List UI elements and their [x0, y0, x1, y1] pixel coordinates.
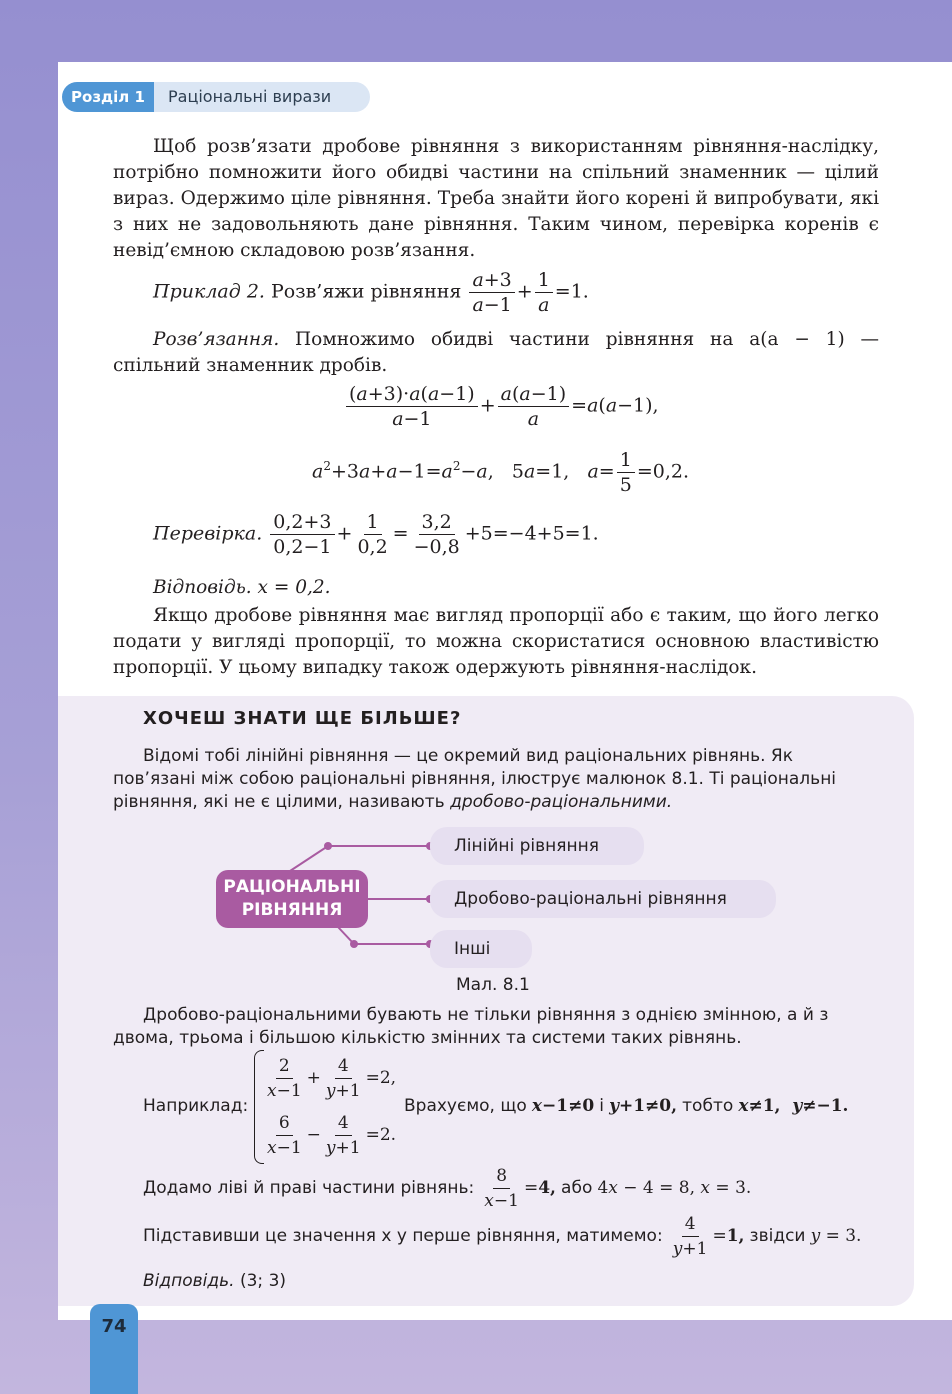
- subst-line: Підставивши це значення x у перше рівняння, матимемо: $\frac{4}{y+1}$ =1, звідси y = 3.: [143, 1214, 862, 1259]
- intro-text: Відомі тобі лінійні рівняння — це окремий вид раціональних рівнянь. Як пов’язані між собою раціональні рівняння, ілюструє малюнок 8.1. Ті раціональні рівняння, які не є цілими, називають: [113, 746, 837, 812]
- example-2: Приклад 2. Розв’яжи рівняння $\frac{a+3}{a-1}$ + $\frac{1}{a}$ =1.: [153, 269, 589, 316]
- answer-value: x = 0,2.: [257, 577, 331, 598]
- diagram-center-node: [216, 870, 368, 928]
- subst-text: Підставивши це значення x у перше рівняння, матимемо:: [143, 1226, 663, 1246]
- know-more-paragraph-2: Дробово-раціональними бувають не тільки рівняння з однією змінною, а й з двома, трьома і більшою кількістю змінних та системи таких рівнянь.: [113, 1005, 829, 1048]
- know-more-answer-label: Відповідь.: [143, 1271, 235, 1291]
- paragraph-proportion: Якщо дробове рівняння має вигляд пропорції або є таким, що його легко подати у вигляді пропорції, то можна скористатися основною властивістю пропорції. У цьому випадку також одержують рівняння-наслідок.: [113, 605, 879, 678]
- section-tab: Розділ 1: [62, 82, 154, 112]
- check-label: Перевірка.: [153, 522, 263, 545]
- solution-text: Помножимо обидві частини рівняння на a(a − 1) — спільний знаменник дробів.: [113, 329, 879, 376]
- consider-text: Врахуємо, що: [404, 1096, 527, 1116]
- add-text: Додамо ліві й праві частини рівнянь:: [143, 1178, 475, 1198]
- equation-1: $\frac{(a+3)\cdot a(a-1)}{a-1}$ + $\frac{a(a-1)}{a}$ =a(a−1),: [344, 382, 659, 431]
- diagram-branch-other: Інші: [430, 930, 532, 968]
- answer-label: Відповідь.: [153, 577, 252, 598]
- center-line-2: РІВНЯННЯ: [241, 900, 343, 920]
- know-more-answer: [143, 1271, 286, 1291]
- know-more-heading: ХОЧЕШ ЗНАТИ ЩЕ БІЛЬШЕ?: [143, 708, 462, 729]
- figure-caption: Мал. 8.1: [456, 975, 530, 995]
- solution-label: Розв’язання.: [153, 329, 280, 350]
- page-number: 74: [90, 1304, 138, 1394]
- diagram-branch-linear: Лінійні рівняння: [430, 827, 644, 865]
- example-label-2: Наприклад:: [143, 1096, 249, 1116]
- know-more-answer-value: (3; 3): [239, 1271, 287, 1291]
- equation-2: $a^2+3a+a-1=a^2-a$, 5a=1, a= $\frac{1}{5}$ =0,2.: [312, 449, 689, 496]
- know-more-intro: [113, 745, 879, 814]
- answer-line: [113, 575, 879, 601]
- add-line: Додамо ліві й праві частини рівнянь: $\frac{8}{x-1}$ =4, або 4x − 4 = 8, x = 3.: [143, 1166, 752, 1211]
- intro-emphasis: дробово-раціональними.: [450, 792, 673, 812]
- section-title: Раціональні вирази: [154, 82, 370, 112]
- condition-line: Врахуємо, що x−1≠0 і y+1≠0, тобто x≠1, y≠−1.: [404, 1096, 849, 1116]
- check-equation: Перевірка. $\frac{0,2+3}{0,2-1}$ + $\frac{1}{0,2}$ = $\frac{3,2}{-0,8}$ +5=−4+5=1.: [153, 511, 599, 558]
- example-text: Розв’яжи рівняння: [271, 280, 462, 303]
- system-eq-2: $\frac{6}{x-1}$ − $\frac{4}{y+1}$ =2.: [267, 1113, 397, 1158]
- diagram-branch-fractional: Дробово-раціональні рівняння: [430, 880, 776, 918]
- example-label: Приклад 2.: [153, 280, 265, 303]
- solution-paragraph: [113, 327, 879, 379]
- center-line-1: РАЦІОНАЛЬНІ: [223, 877, 361, 897]
- system-eq-1: $\frac{2}{x-1}$ + $\frac{4}{y+1}$ =2,: [267, 1056, 397, 1101]
- paragraph-intro: Щоб розв’язати дробове рівняння з використанням рівняння-наслідку, потрібно помножити його обидві частини на спільний знаменник — цілий вираз. Одержимо ціле рівняння. Треба знайти його корені й випробувати, які з них не задовольняють дане рівняння. Таким чином, перевірка коренів є невід’ємною складовою розв’язання.: [113, 136, 879, 261]
